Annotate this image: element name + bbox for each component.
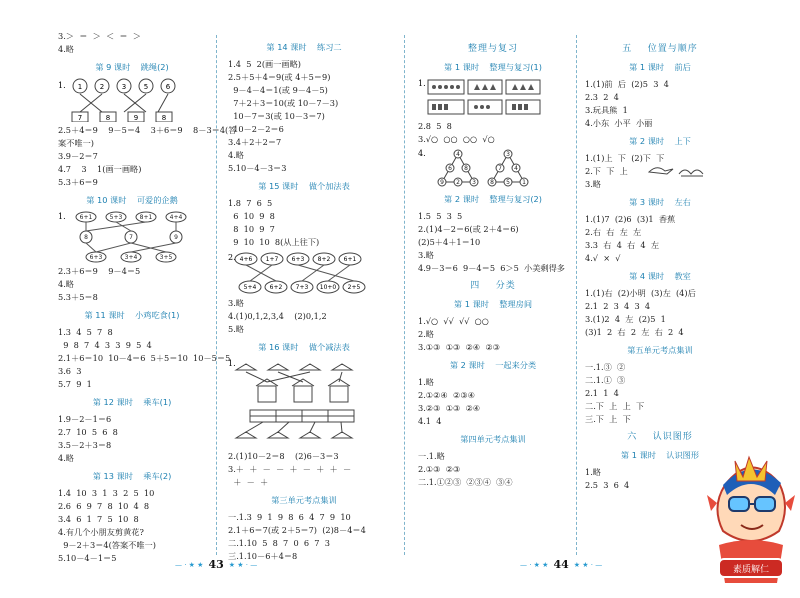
answer-line: 1.3 4 5 7 8 <box>58 327 113 337</box>
answer-line: 1.略 <box>585 467 601 477</box>
svg-text:6+3: 6+3 <box>89 254 103 261</box>
item-number: 1. <box>58 81 66 90</box>
svg-text:1: 1 <box>522 179 526 186</box>
answer-line: 4.(1)0,1,2,3,4 (2)0,1,2 <box>228 311 327 321</box>
section-title: 第三单元考点集训 <box>271 495 337 505</box>
box-2 <box>100 112 116 122</box>
answer-line: 4.略 <box>58 453 74 463</box>
svg-text:6+1: 6+1 <box>79 214 93 221</box>
oval-node <box>136 212 156 222</box>
answer-line: 4.7 3 1(画一画略) <box>58 164 142 174</box>
section-title: 第 1 课时 前后 <box>629 62 691 72</box>
section-title: 第 2 课时 上下 <box>629 136 691 146</box>
svg-text:9: 9 <box>133 114 139 122</box>
cloud <box>313 253 335 265</box>
answer-line: 3.5－2＋3＝8 <box>58 440 112 450</box>
svg-text:9: 9 <box>174 234 178 241</box>
answer-line: 4.√ × √ <box>585 253 621 263</box>
svg-text:4: 4 <box>456 151 460 158</box>
answer-line: 9 10 10 8(从上往下) <box>228 237 320 247</box>
section-title: 第 1 课时 整理与复习(1) <box>444 62 542 72</box>
section-title: 第 10 课时 可爱的企鹅 <box>86 195 178 205</box>
answer-line: (2)5＋4＋1＝10 <box>418 237 481 247</box>
answer-line: 2.①③ ②③ <box>418 464 461 474</box>
cloud <box>261 253 283 265</box>
answer-line: 3.6 3 <box>58 366 82 376</box>
answer-line: 3.9－2＝7 <box>58 151 98 161</box>
center-node <box>80 231 92 243</box>
chapter-title: 整理与复习 <box>467 44 518 54</box>
svg-text:5+3: 5+3 <box>109 214 123 221</box>
svg-text:1+7: 1+7 <box>265 256 279 263</box>
answer-line: 2.1 1 4 <box>585 388 619 398</box>
flower-3 <box>117 79 131 93</box>
answer-line: 2.5 3 6 4 <box>585 480 630 490</box>
page-number: 43 <box>208 558 224 571</box>
page-number: 44 <box>553 558 569 571</box>
counting-cards <box>418 78 568 118</box>
mascot-logo <box>705 455 797 585</box>
section-title: 第 1 课时 认识图形 <box>620 450 700 460</box>
answer-line: 1.√○ √√ √√ ○○ <box>418 316 489 326</box>
cloud <box>265 281 287 293</box>
page-footer-right <box>520 558 602 571</box>
svg-text:2+5: 2+5 <box>347 284 361 291</box>
svg-text:9: 9 <box>440 179 444 186</box>
center-node <box>170 231 182 243</box>
answer-line: 三.1.10－6＋4＝8 <box>228 551 298 561</box>
answer-line: 2.1＋6＝7(或 2＋5＝7) (2)8－4＝4 <box>228 525 366 535</box>
svg-text:3+5: 3+5 <box>159 254 173 261</box>
answer-line: 4.9－3＝6 9－4＝5 6＞5 小美剩得多 <box>418 263 565 273</box>
svg-text:1.: 1. <box>58 212 66 221</box>
svg-text:4+4: 4+4 <box>169 214 183 221</box>
section-title: 第 2 课时 整理与复习(2) <box>444 194 542 204</box>
answer-line: 5.7 9 1 <box>58 379 92 389</box>
footer-dots-icon: ★ ★ · — <box>573 560 603 569</box>
flower-num: 5 <box>143 83 149 91</box>
oval-node <box>106 212 126 222</box>
svg-text:2: 2 <box>456 179 460 186</box>
answer-line: 5.3＋5＝8 <box>58 292 98 302</box>
center-node <box>125 231 137 243</box>
svg-text:6: 6 <box>448 165 452 172</box>
svg-text:4: 4 <box>514 165 518 172</box>
answer-line: 一.1.③ ② <box>585 362 626 372</box>
penguin-diagram <box>58 211 206 263</box>
answer-line: 1.4 5 2(画一画略) <box>228 59 301 69</box>
cloud <box>291 281 313 293</box>
svg-text:8: 8 <box>84 234 88 241</box>
answer-line: 1.(1)上 下 (2)下 下 <box>585 153 665 163</box>
cloud <box>343 281 365 293</box>
answer-line: 3.＞ ＝ ＞ ＜ ＝ ＞ <box>58 31 141 41</box>
answer-line: 3.4＋2＋2＝7 <box>228 137 282 147</box>
svg-text:5: 5 <box>506 179 510 186</box>
bird-drawing <box>647 162 707 180</box>
answer-line: 二.1.①②③ ②③④ ③④ <box>418 477 513 487</box>
flower-num: 3 <box>121 83 127 91</box>
svg-text:7: 7 <box>77 114 83 122</box>
oval-node <box>76 212 96 222</box>
answer-line: 2.(1)4－2＝6(或 2＋4＝6) <box>418 224 519 234</box>
svg-text:8: 8 <box>105 114 111 122</box>
flower-diagram <box>58 78 206 122</box>
answer-line: 1.8 7 6 5 <box>228 198 273 208</box>
answer-line: 3.4 6 1 7 5 10 8 <box>58 514 139 524</box>
answer-line: ＋ － ＋ <box>228 477 269 487</box>
answer-line: 4.小东 小平 小丽 <box>585 118 653 128</box>
answer-line: 案不唯一) <box>58 138 94 148</box>
footer-dots-icon: — · ★ ★ <box>175 560 204 569</box>
svg-text:4.: 4. <box>418 149 426 158</box>
svg-text:7: 7 <box>498 165 502 172</box>
answer-line: 5.3＋6＝9 <box>58 177 98 187</box>
answer-line: 一.1.略 <box>418 451 445 461</box>
answer-line: 5.10－4－1＝5 <box>58 553 117 563</box>
answer-line: 1.(1)右 (2)小明 (3)左 (4)后 <box>585 288 696 298</box>
answer-line: 6 10 9 8 <box>228 211 275 221</box>
cloud <box>339 253 361 265</box>
answer-line: 1.9－2－1＝6 <box>58 414 112 424</box>
triangle-diagram <box>418 148 568 188</box>
answer-line: 三.下 上 下 <box>585 414 631 424</box>
flower-num: 6 <box>165 83 171 91</box>
oval-node <box>86 252 106 262</box>
answer-line: 2.8 5 8 <box>418 121 452 131</box>
answer-line: 2.右 右 左 左 <box>585 227 642 237</box>
cloud <box>235 253 257 265</box>
answer-line: 2.6 6 9 7 8 10 4 8 <box>58 501 150 511</box>
answer-line: 2.(1)10－2＝8 (2)6－3＝3 <box>228 451 339 461</box>
section-title: 第 3 课时 左右 <box>629 197 691 207</box>
answer-line: 4.略 <box>58 44 74 54</box>
answer-line: 2.3＋6＝9 9－4＝5 <box>58 266 141 276</box>
flower-num: 2 <box>99 83 105 91</box>
answer-with-drawing <box>585 165 735 178</box>
answer-line: 4.略 <box>58 279 74 289</box>
answer-line: 5.略 <box>228 324 244 334</box>
section-title: 第 1 课时 整理房间 <box>453 299 533 309</box>
column-3 <box>418 38 568 598</box>
column-2 <box>228 36 380 596</box>
answer-line: 4.1 4 <box>418 416 442 426</box>
answer-line: 2.5＋4＝9 9－5＝4 3＋6＝9 8－3＝4(答 <box>58 125 237 135</box>
flower-5 <box>161 79 175 93</box>
cloud <box>239 281 261 293</box>
answer-line: 3.(1)2 4 左 (2)5 1 <box>585 314 666 324</box>
svg-text:6+1: 6+1 <box>343 256 357 263</box>
answer-line: 2.下 下 上 <box>585 166 628 176</box>
answer-line: 3.略 <box>585 179 601 189</box>
answer-line: 9－2＋3＝4(答案不唯一) <box>58 540 156 550</box>
answer-line: 二.1.① ③ <box>585 375 626 385</box>
answer-line: 2.①②④ ②③④ <box>418 390 476 400</box>
svg-text:6+2: 6+2 <box>269 284 283 291</box>
answer-line: 1.略 <box>418 377 434 387</box>
section-title: 第 4 课时 教室 <box>629 271 691 281</box>
answer-line: 3.②③ ①③ ②④ <box>418 403 481 413</box>
page-footer-left <box>175 558 257 571</box>
section-title: 第 9 课时 跳绳(2) <box>95 62 169 72</box>
cloud <box>317 281 339 293</box>
answer-line: 二.下 上 上 下 <box>585 401 645 411</box>
answer-line: 3.＋ ＋ － － ＋ － ＋ ＋ － <box>228 464 352 474</box>
svg-text:6+3: 6+3 <box>291 256 305 263</box>
section-title: 第 13 课时 乘车(2) <box>92 471 172 481</box>
answer-line: 1.(1)7 (2)6 (3)1 香蕉 <box>585 214 676 224</box>
oval-node <box>166 212 186 222</box>
svg-text:3: 3 <box>472 179 476 186</box>
answer-line: 一.1.3 9 1 9 8 6 4 7 9 10 <box>228 512 351 522</box>
answer-line: 2.1 2 3 4 3 4 <box>585 301 651 311</box>
svg-text:8: 8 <box>161 114 167 122</box>
answer-line: 3.①③ ①③ ②④ ②③ <box>418 342 501 352</box>
chapter-title: 五 位置与顺序 <box>622 44 698 54</box>
svg-text:7+3: 7+3 <box>295 284 309 291</box>
section-title: 第 12 课时 乘车(1) <box>92 397 172 407</box>
answer-line: 3.玩具熊 1 <box>585 105 628 115</box>
answer-line: (3)1 2 右 2 左 右 2 4 <box>585 327 684 337</box>
svg-text:3+4: 3+4 <box>124 254 138 261</box>
answer-line: 10－2－2＝6 <box>228 124 284 134</box>
section-title: 第 11 课时 小鸡吃食(1) <box>84 310 180 320</box>
answer-line: 3.略 <box>418 250 434 260</box>
answer-line: 9 8 7 4 3 3 9 5 4 <box>58 340 152 350</box>
svg-text:4+6: 4+6 <box>239 256 253 263</box>
svg-text:8+1: 8+1 <box>139 214 153 221</box>
answer-line: 2.3 2 4 <box>585 92 619 102</box>
svg-text:3: 3 <box>506 151 510 158</box>
svg-text:10+0: 10+0 <box>319 284 337 291</box>
svg-text:2.: 2. <box>228 253 236 262</box>
oval-node <box>121 252 141 262</box>
answer-line: 3.略 <box>228 298 244 308</box>
flower-num: 1 <box>77 83 83 91</box>
svg-text:8+2: 8+2 <box>317 256 331 263</box>
answer-line: 2.5＋5＋4＝9(或 4＋5＝9) <box>228 72 331 82</box>
mascot-label: 素质解仁 <box>732 565 770 575</box>
cloud <box>287 253 309 265</box>
answer-line: 3.√○ ○○ ○○ √○ <box>418 134 495 144</box>
flower-1 <box>73 79 87 93</box>
box-3 <box>128 112 144 122</box>
answer-line: 5.10－4－3＝3 <box>228 163 287 173</box>
chapter-title: 六 认识图形 <box>627 432 693 442</box>
section-title: 第 2 课时 一起来分类 <box>449 360 537 370</box>
answer-line: 1.(1)前 后 (2)5 3 4 <box>585 79 669 89</box>
footer-dots-icon: ★ ★ · — <box>228 560 258 569</box>
section-title: 第 16 课时 做个减法表 <box>258 342 350 352</box>
flower-4 <box>139 79 153 93</box>
section-title: 第五单元考点集训 <box>627 345 693 355</box>
answer-line: 2.略 <box>418 329 434 339</box>
answer-line: 4.略 <box>228 150 244 160</box>
box-4 <box>156 112 172 122</box>
section-title: 第 14 课时 练习二 <box>266 42 342 52</box>
bird-house-diagram <box>228 358 380 448</box>
svg-text:8: 8 <box>490 179 494 186</box>
svg-text:8: 8 <box>464 165 468 172</box>
answer-line: 二.1.10 5 8 7 0 6 7 3 <box>228 538 330 548</box>
answer-line: 4.有几个小朋友剪黄花? <box>58 527 144 537</box>
answer-line: 2.7 10 5 6 8 <box>58 427 118 437</box>
svg-text:1.: 1. <box>228 359 236 368</box>
section-title: 第 15 课时 做个加法表 <box>258 181 350 191</box>
answer-line: 2.1＋6＝10 10－4＝6 5＋5＝10 10－5＝5 <box>58 353 231 363</box>
svg-text:7: 7 <box>129 234 133 241</box>
box-1 <box>72 112 88 122</box>
footer-dots-icon: — · ★ ★ <box>520 560 549 569</box>
answer-line: 1.4 10 3 1 3 2 5 10 <box>58 488 155 498</box>
answer-line: 7＋2＋3＝10(或 10－7－3) <box>228 98 339 108</box>
answer-line: 10－7＝3(或 10－3＝7) <box>228 111 325 121</box>
answer-line: 1.5 5 3 5 <box>418 211 463 221</box>
section-title: 第四单元考点集训 <box>460 434 526 444</box>
answer-line: 8 10 9 7 <box>228 224 275 234</box>
answer-line: 9－4－4＝1(或 9－4－5) <box>228 85 328 95</box>
cloud-diagram <box>228 251 380 295</box>
svg-text:1.: 1. <box>418 79 426 88</box>
oval-node <box>156 252 176 262</box>
chapter-title: 四 分类 <box>470 281 516 291</box>
answer-line: 3.3 右 4 右 4 左 <box>585 240 660 250</box>
svg-text:5+4: 5+4 <box>243 284 257 291</box>
flower-2 <box>95 79 109 93</box>
